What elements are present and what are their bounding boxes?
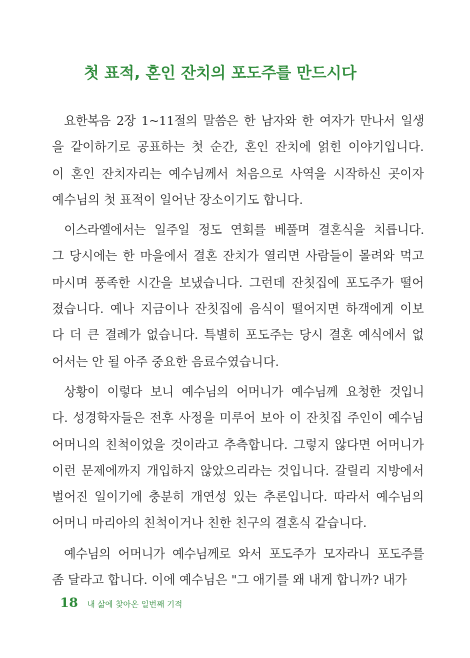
page-footer [60,592,182,611]
paragraph [52,108,424,213]
text-line: 벌어진 일이기에 충분히 개연성 있는 추론입니다. 따라서 예수님의 [52,489,424,505]
text-line: 을 같이하기로 공표하는 첫 순간, 혼인 잔치에 얽힌 이야기입니다. [52,139,424,155]
text-line: 어서는 안 될 아주 중요한 음료수였습니다. [52,353,280,369]
running-title: 내 삶에 찾아온 일번째 기적 [87,600,183,609]
text-line: 예수님의 첫 표적이 일어난 장소이기도 합니다. [52,191,304,207]
text-line: 이런 문제에까지 개입하지 않았으리라는 것입니다. 갈릴리 지방에서 [52,462,424,478]
text-line: 이스라엘에서는 일주일 정도 연회를 베풀며 결혼식을 치릅니다. [64,222,424,238]
paragraph [52,541,424,594]
text-line: 요한복음 2장 1~11절의 말씀은 한 남자와 한 여자가 만나서 일생 [64,113,424,128]
text-line: 다 더 큰 결례가 없습니다. 특별히 포도주는 당시 결혼 예식에서 없 [52,327,424,343]
text-line: 상황이 이렇다 보니 예수님의 어머니가 예수님께 요청한 것입니 [64,383,424,399]
text-line: 이 혼인 잔치자리는 예수님께서 처음으로 사역을 시작하신 곳이자 [52,165,424,181]
page-number: 18 [60,596,79,611]
chapter-heading: 첫 표적, 혼인 잔치의 포도주를 만드시다 [84,64,357,82]
text-line: 마시며 풍족한 시간을 보냈습니다. 그런데 잔칫집에 포도주가 떨어 [52,274,424,290]
body-text [52,108,424,597]
paragraph [52,379,424,537]
text-line: 좀 달라고 합니다. 이에 예수님은 "그 애기를 왜 내게 합니까? 내가 [52,572,407,588]
text-line: 졌습니다. 예나 지금이나 잔칫집에 음식이 떨어지면 하객에게 이보 [52,301,424,317]
text-line: 어머니 마리아의 친척이거나 친한 친구의 결혼식 같습니다. [52,515,367,531]
paragraph [52,217,424,375]
text-line: 어머니의 친척이었을 것이라고 추측합니다. 그렇지 않다면 어머니가 [52,436,424,452]
text-line: 그 당시에는 한 마을에서 결혼 잔치가 열리면 사람들이 몰려와 먹고 [52,248,424,264]
text-line: 예수님의 어머니가 예수님께로 와서 포도주가 모자라니 포도주를 [64,545,424,561]
text-line: 다. 성경학자들은 전후 사정을 미루어 보아 이 잔칫집 주인이 예수님 [52,410,424,426]
